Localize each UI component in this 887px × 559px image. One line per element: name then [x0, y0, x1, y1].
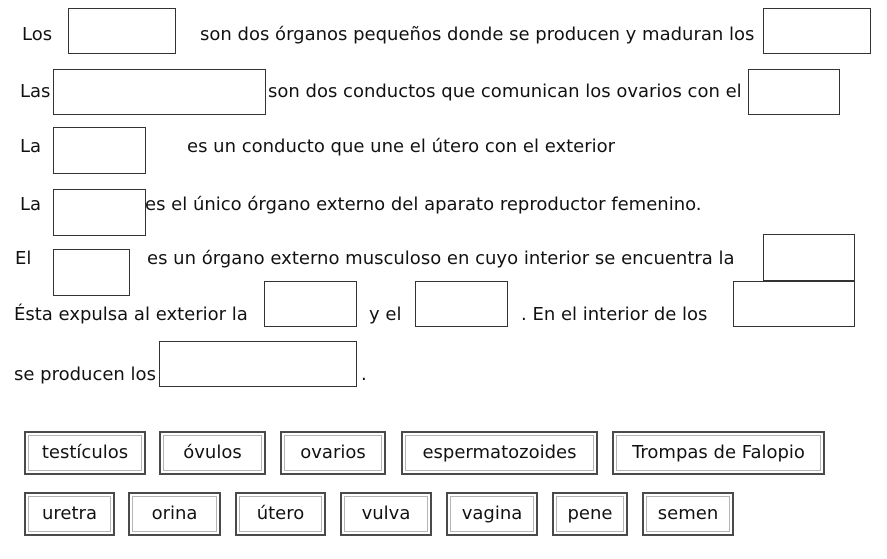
- answer-box-2[interactable]: [763, 8, 871, 54]
- answer-box-6[interactable]: [53, 189, 146, 236]
- word-chip-trompas-de-falopio[interactable]: Trompas de Falopio: [612, 431, 825, 475]
- answer-box-5[interactable]: [53, 127, 146, 174]
- word-chip-ovulos[interactable]: óvulos: [159, 431, 266, 475]
- sentence-6-start: Ésta expulsa al exterior la: [14, 304, 248, 325]
- answer-box-12[interactable]: [159, 341, 357, 387]
- word-chip-vulva[interactable]: vulva: [340, 492, 432, 536]
- sentence-5-end: es un órgano externo musculoso en cuyo interior se encuentra la: [147, 248, 735, 269]
- sentence-5-start: El: [15, 248, 32, 269]
- sentence-6-middle: y el: [369, 304, 402, 325]
- sentence-3-start: La: [20, 136, 42, 157]
- word-chip-uretra[interactable]: uretra: [24, 492, 115, 536]
- word-chip-orina[interactable]: orina: [128, 492, 221, 536]
- sentence-1-start: Los: [22, 24, 53, 45]
- sentence-1-end: son dos órganos pequeños donde se producen y maduran los: [200, 24, 755, 45]
- word-chip-semen[interactable]: semen: [642, 492, 734, 536]
- word-chip-vagina[interactable]: vagina: [446, 492, 538, 536]
- sentence-7-start: se producen los: [14, 364, 156, 385]
- word-chip-espermatozoides[interactable]: espermatozoides: [401, 431, 598, 475]
- answer-box-8[interactable]: [763, 234, 855, 281]
- answer-box-10[interactable]: [415, 281, 508, 327]
- sentence-2-start: Las: [20, 81, 51, 102]
- word-chip-testiculos[interactable]: testículos: [24, 431, 146, 475]
- answer-box-3[interactable]: [53, 69, 266, 115]
- sentence-7-end: .: [361, 364, 367, 385]
- answer-box-7[interactable]: [53, 249, 130, 296]
- sentence-4-start: La: [20, 194, 42, 215]
- sentence-4-end: es el único órgano externo del aparato reproductor femenino.: [145, 194, 702, 215]
- answer-box-4[interactable]: [748, 69, 840, 115]
- word-chip-ovarios[interactable]: ovarios: [280, 431, 386, 475]
- word-chip-utero[interactable]: útero: [235, 492, 326, 536]
- sentence-2-end: son dos conductos que comunican los ovarios con el: [268, 81, 742, 102]
- sentence-6-end: . En el interior de los: [521, 304, 708, 325]
- sentence-3-end: es un conducto que une el útero con el exterior: [187, 136, 616, 157]
- answer-box-1[interactable]: [68, 8, 176, 54]
- word-chip-pene[interactable]: pene: [552, 492, 628, 536]
- answer-box-11[interactable]: [733, 281, 855, 327]
- answer-box-9[interactable]: [264, 281, 357, 327]
